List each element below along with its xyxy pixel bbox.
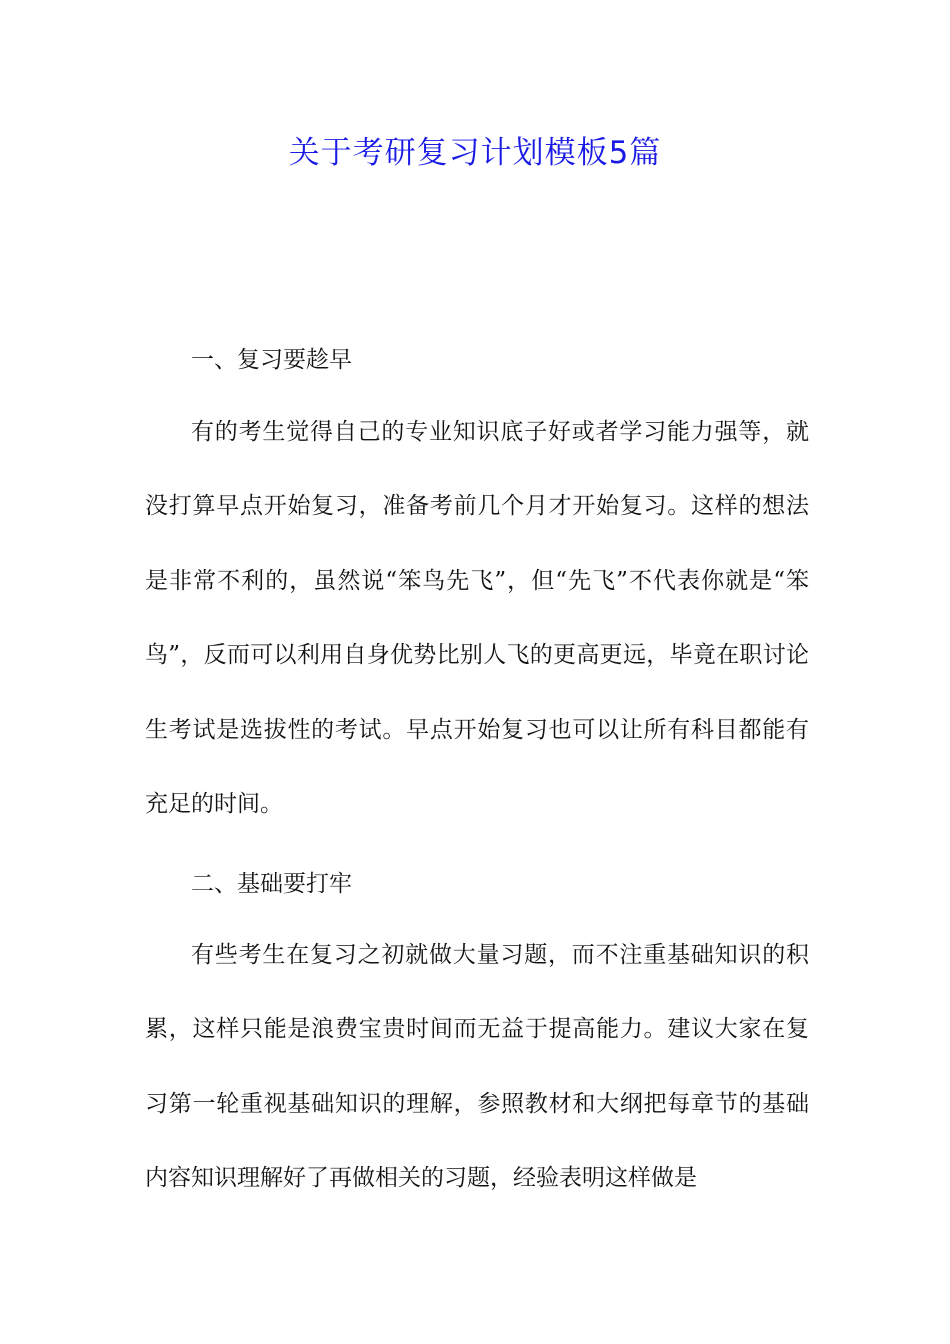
section-paragraph-1: 有的考生觉得自己的专业知识底子好或者学习能力强等，就没打算早点开始复习，准备考前几个月才开始复习。这样的想法是非常不利的，虽然说“笨鸟先飞”，但“先飞”不代表你就是“笨鸟”，反而可以利用自身优势比别人飞的更高更远，毕竟在职讨论生考试是选拔性的考试。早点开始复习也可以让所有科目都能有充足的时间。 (145, 419, 809, 818)
section-heading-2: 二、基础要打牢 (191, 871, 352, 897)
document-title: 关于考研复习计划模板5篇 (288, 135, 662, 171)
section-heading-1: 一、复习要趁早 (191, 347, 352, 373)
section-paragraph-2: 有些考生在复习之初就做大量习题，而不注重基础知识的积累，这样只能是浪费宝贵时间而无益于提高能力。建议大家在复习第一轮重视基础知识的理解，参照教材和大纲把每章节的基础内容知识理解好了再做相关的习题，经验表明这样做是 (145, 942, 809, 1192)
